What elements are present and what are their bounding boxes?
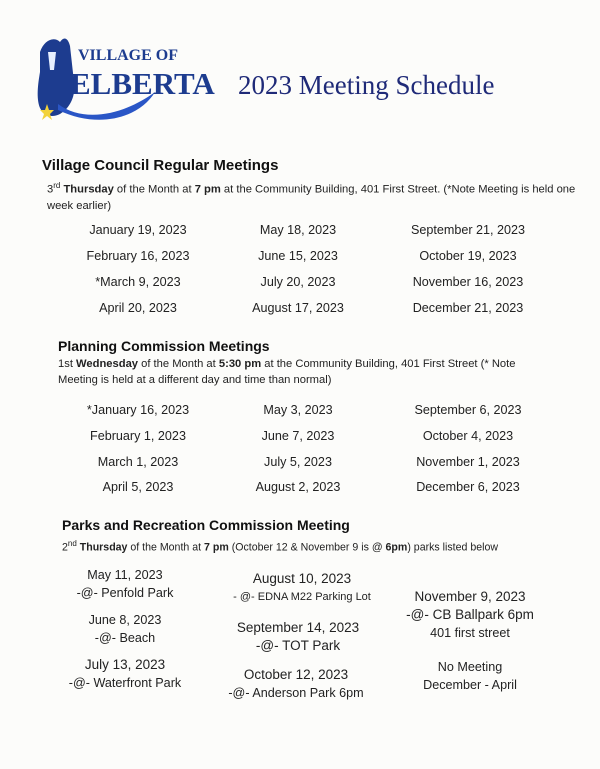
planning-date: *January 16, 2023 <box>86 403 190 417</box>
council-description <box>47 178 577 214</box>
parks-desc-rest: ) parks listed below <box>407 541 499 554</box>
planning-section-title: Planning Commission Meetings <box>58 338 270 354</box>
parks-entry <box>212 570 392 606</box>
parks-desc-day: Thursday <box>79 541 128 554</box>
council-desc-day: Thursday <box>63 183 114 196</box>
planning-desc-day: Wednesday <box>76 358 139 370</box>
village-of-elberta-logo <box>30 22 215 127</box>
planning-date: December 6, 2023 <box>416 480 520 494</box>
parks-entry-place: December - April <box>423 678 517 692</box>
council-date: September 21, 2023 <box>410 223 526 237</box>
council-desc-sup: rd <box>53 181 61 190</box>
planning-date: September 6, 2023 <box>414 403 522 417</box>
council-date: June 15, 2023 <box>258 249 338 263</box>
parks-entry-date: August 10, 2023 <box>252 571 352 586</box>
parks-description <box>62 536 582 556</box>
planning-desc-pre: 1st <box>58 358 77 370</box>
parks-entry-place: -@- CB Ballpark 6pm <box>406 607 534 622</box>
logo-text-village-of: VILLAGE OF <box>78 47 179 64</box>
council-section-title: Village Council Regular Meetings <box>42 157 279 174</box>
planning-date: July 5, 2023 <box>264 455 332 469</box>
parks-entry-date: October 12, 2023 <box>243 667 349 682</box>
planning-desc-mid: of the Month at <box>138 358 219 370</box>
planning-date: June 7, 2023 <box>261 429 335 443</box>
parks-section-title: Parks and Recreation Commission Meeting <box>62 517 350 533</box>
council-date: *March 9, 2023 <box>95 275 181 289</box>
council-desc-rest: at the Community Building, 401 First Street. (*Note Meeting is held one week earlier) <box>47 183 576 212</box>
parks-entry-place: - @- EDNA M22 Parking Lot <box>233 591 371 603</box>
parks-entry-date: July 13, 2023 <box>84 657 166 672</box>
parks-entry-date: September 14, 2023 <box>236 620 360 635</box>
council-date: December 21, 2023 <box>412 301 524 315</box>
council-date: July 20, 2023 <box>260 275 336 289</box>
parks-desc-mid: of the Month at <box>127 541 205 554</box>
parks-desc-sup: nd <box>67 539 77 548</box>
parks-entry-date: June 8, 2023 <box>88 613 162 627</box>
council-date: February 16, 2023 <box>86 249 190 263</box>
council-date: April 20, 2023 <box>99 301 177 315</box>
planning-date: May 3, 2023 <box>263 403 333 417</box>
michigan-map-shape <box>38 39 75 116</box>
parks-entry-extra: 401 first street <box>430 626 510 640</box>
parks-entry <box>380 658 560 694</box>
council-desc-time: 7 pm <box>194 183 221 196</box>
parks-entry <box>208 619 388 655</box>
parks-entry-place: -@- Waterfront Park <box>68 676 182 690</box>
parks-desc-mid2: (October 12 & November 9 is @ <box>228 541 386 554</box>
planning-date: March 1, 2023 <box>97 455 179 469</box>
planning-date: February 1, 2023 <box>90 429 186 443</box>
council-date: May 18, 2023 <box>259 223 337 237</box>
parks-entry <box>45 611 205 647</box>
council-date: January 19, 2023 <box>89 223 187 237</box>
council-date: November 16, 2023 <box>412 275 524 289</box>
parks-entry <box>45 656 205 692</box>
parks-entry-date: May 11, 2023 <box>87 568 163 582</box>
parks-entry-place: -@- Beach <box>94 631 156 645</box>
parks-entry-place: -@- Anderson Park 6pm <box>228 686 364 700</box>
parks-entry-date: No Meeting <box>437 660 503 674</box>
parks-desc-time: 7 pm <box>204 541 229 554</box>
parks-entry-place: -@- TOT Park <box>255 638 341 653</box>
parks-entry <box>206 666 386 702</box>
parks-entry <box>45 566 205 602</box>
parks-desc-num: 2 <box>62 541 68 554</box>
document-title: 2023 Meeting Schedule <box>238 70 495 100</box>
planning-date: November 1, 2023 <box>416 455 520 469</box>
council-desc-mid: of the Month at <box>113 183 195 196</box>
council-date: October 19, 2023 <box>419 249 517 263</box>
parks-entry-date: November 9, 2023 <box>414 589 526 604</box>
planning-desc-time: 5:30 pm <box>218 358 262 370</box>
logo-text-elberta: ELBERTA <box>70 66 215 101</box>
parks-entry <box>380 588 560 642</box>
planning-date: April 5, 2023 <box>102 480 174 494</box>
planning-date: October 4, 2023 <box>422 429 514 443</box>
council-desc-num: 3 <box>47 183 54 196</box>
parks-entry-place: -@- Penfold Park <box>76 586 174 600</box>
parks-desc-time2: 6pm <box>385 541 408 554</box>
planning-date: August 2, 2023 <box>255 480 341 494</box>
planning-description <box>58 356 558 388</box>
planning-desc-rest: at the Community Building, 401 First Street (* Note Meeting is held at a different day and time than normal) <box>58 358 516 386</box>
council-date: August 17, 2023 <box>252 301 344 315</box>
